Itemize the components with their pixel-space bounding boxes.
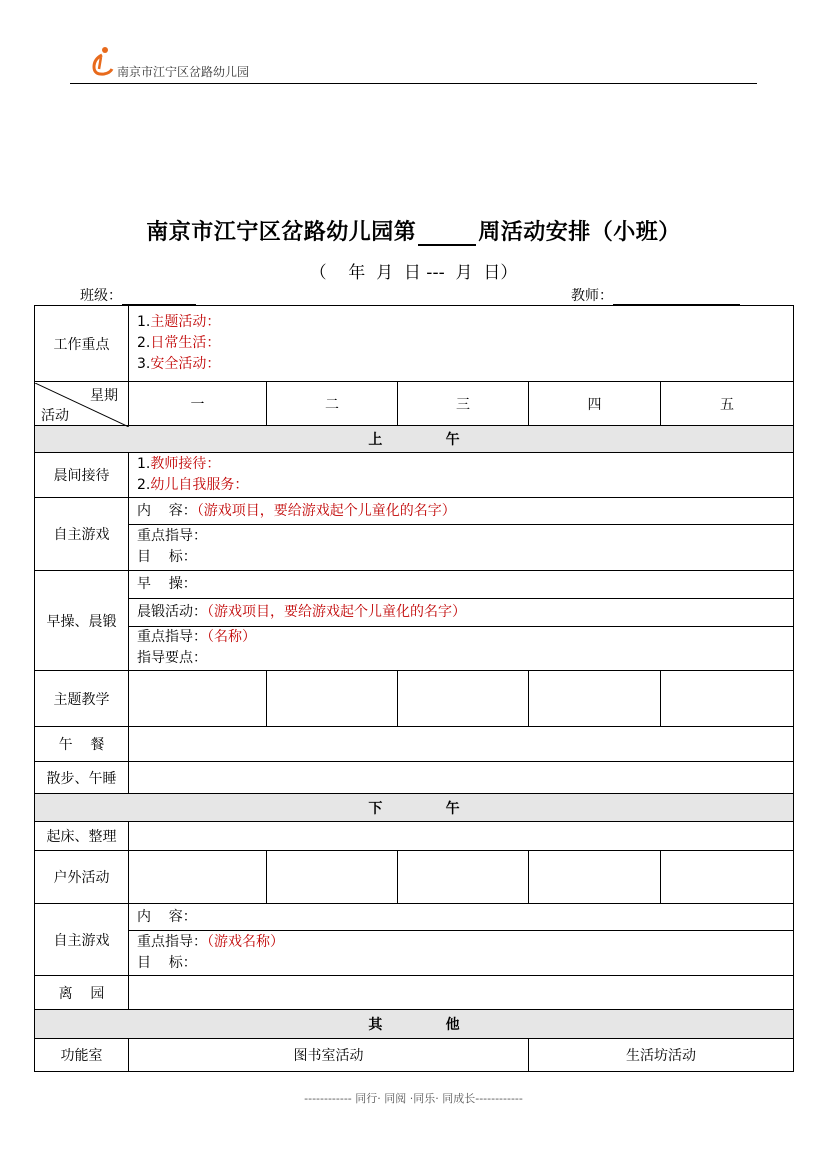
- arrival-teacher: 教师接待：: [150, 456, 221, 472]
- footer-slogan: ------------ 同行· 同阅 ·同乐· 同成长------------: [304, 1092, 523, 1105]
- focus-item-safety: 安全活动：: [150, 356, 221, 372]
- wakeup-cell[interactable]: [129, 822, 794, 851]
- theme-mon-cell[interactable]: [129, 671, 267, 727]
- weekday-activity-corner: [35, 382, 129, 426]
- section-other: 其 他: [35, 1010, 794, 1039]
- page-title: [0, 215, 827, 246]
- free-play-pm-label: 自主游戏: [35, 904, 129, 976]
- exercise-label: 早操、晨锻: [35, 571, 129, 671]
- theme-thu-cell[interactable]: [529, 671, 661, 727]
- leave-label: 离 园: [35, 976, 129, 1010]
- lunch-cell[interactable]: [129, 727, 794, 762]
- free-play-am-label: 自主游戏: [35, 498, 129, 571]
- lunch-label: 午 餐: [35, 727, 129, 762]
- week-number-blank[interactable]: [418, 224, 476, 246]
- focus-item-theme: 主题活动：: [150, 314, 221, 330]
- teacher-field: [571, 285, 740, 305]
- arrival-content[interactable]: 1.教师接待： 2.幼儿自我服务：: [129, 453, 794, 498]
- outdoor-label: 户外活动: [35, 851, 129, 904]
- outdoor-thu-cell[interactable]: [529, 851, 661, 904]
- weekday-wed: 三: [398, 382, 529, 426]
- section-morning: 上 午: [35, 426, 794, 453]
- theme-fri-cell[interactable]: [661, 671, 794, 727]
- weekday-tue: 二: [267, 382, 398, 426]
- class-blank[interactable]: [122, 290, 196, 305]
- header-school-name: 南京市江宁区岔路幼儿园: [117, 65, 250, 79]
- wakeup-label: 起床、整理: [35, 822, 129, 851]
- theme-teaching-label: 主题教学: [35, 671, 129, 727]
- life-workshop-activity[interactable]: 生活坊活动: [529, 1039, 794, 1072]
- walk-nap-cell[interactable]: [129, 762, 794, 794]
- corner-weekday-label: 星期: [90, 387, 118, 404]
- title-part-2: 周活动安排（小班）: [478, 220, 681, 245]
- arrival-self-service: 幼儿自我服务：: [150, 477, 249, 493]
- outdoor-fri-cell[interactable]: [661, 851, 794, 904]
- class-field: [80, 285, 196, 305]
- teacher-blank[interactable]: [613, 290, 740, 305]
- class-label: 班级：: [80, 288, 122, 304]
- free-play-pm-content[interactable]: 内 容： 重点指导：（游戏名称） 目 标：: [129, 904, 794, 976]
- title-part-1: 南京市江宁区岔路幼儿园第: [146, 220, 417, 245]
- theme-wed-cell[interactable]: [398, 671, 529, 727]
- walk-nap-label: 散步、午睡: [35, 762, 129, 794]
- outdoor-mon-cell[interactable]: [129, 851, 267, 904]
- library-activity[interactable]: 图书室活动: [129, 1039, 529, 1072]
- weekday-thu: 四: [529, 382, 661, 426]
- leave-cell[interactable]: [129, 976, 794, 1010]
- weekday-fri: 五: [661, 382, 794, 426]
- focus-label: 工作重点: [35, 306, 129, 382]
- header-divider: [70, 83, 757, 84]
- function-room-label: 功能室: [35, 1039, 129, 1072]
- weekly-schedule-table: [34, 305, 794, 1072]
- weekday-mon: 一: [129, 382, 267, 426]
- theme-tue-cell[interactable]: [267, 671, 398, 727]
- focus-content[interactable]: 1.主题活动： 2.日常生活： 3.安全活动：: [129, 306, 794, 382]
- teacher-label: 教师：: [571, 288, 613, 304]
- free-play-am-content[interactable]: 内 容：（游戏项目，要给游戏起个儿童化的名字） 重点指导： 目 标：: [129, 498, 794, 571]
- focus-item-daily: 日常生活：: [150, 335, 221, 351]
- section-afternoon: 下 午: [35, 794, 794, 822]
- outdoor-wed-cell[interactable]: [398, 851, 529, 904]
- school-logo: [88, 45, 116, 77]
- corner-activity-label: 活动: [41, 407, 69, 424]
- exercise-content[interactable]: 早 操： 晨锻活动：（游戏项目，要给游戏起个儿童化的名字） 重点指导：（名称） 指导要点：: [129, 571, 794, 671]
- outdoor-tue-cell[interactable]: [267, 851, 398, 904]
- arrival-label: 晨间接待: [35, 453, 129, 498]
- date-range: （ 年 月 日 --- 月 日）: [309, 263, 518, 283]
